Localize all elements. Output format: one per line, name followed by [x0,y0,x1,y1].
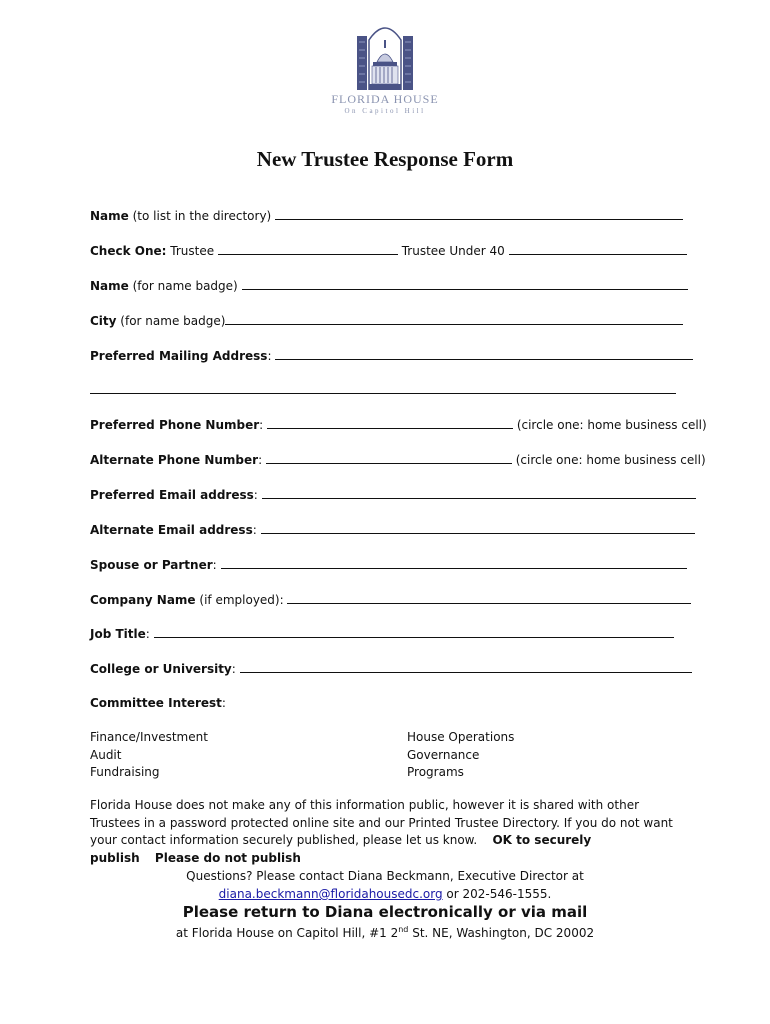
trustee-line[interactable] [218,242,398,255]
college-label: College or University [90,662,232,676]
spouse-row: Spouse or Partner: [90,556,680,573]
committee-list-left [90,729,208,782]
contact-info [0,867,770,903]
directory-name-hint: (to list in the directory) [128,209,276,223]
preferred-email-line[interactable] [262,486,696,499]
florida-house-logo [325,18,445,122]
florida-house-window-emblem [355,18,415,90]
mailing-address-row: Preferred Mailing Address: [90,347,680,364]
return-instructions: Please return to Diana electronically or via mail [182,903,588,921]
mailing-address-line-2[interactable] [90,381,676,394]
badge-name-line[interactable] [242,277,688,290]
committee-interest-label: Committee Interest [90,696,222,710]
do-not-publish-option[interactable]: Please do not publish [154,850,301,865]
badge-name-label: Name [90,279,129,293]
alternate-phone-row: Alternate Phone Number: (circle one: home business cell) [90,453,706,467]
trustee-under-40-option: Trustee Under 40 [397,244,509,258]
company-label: Company Name [90,593,196,607]
city-line[interactable] [225,312,683,325]
committee-option-audit[interactable]: Audit [90,747,122,762]
committee-option-governance[interactable]: Governance [407,747,480,762]
preferred-email-row: Preferred Email address: [90,486,680,503]
committee-list-right [407,729,514,782]
check-one-row [90,242,680,259]
mailing-address-row-2 [90,381,680,398]
directory-name-label: Name [90,209,129,223]
job-title-label: Job Title [90,627,146,641]
preferred-phone-line[interactable] [267,416,513,429]
committee-option-programs[interactable]: Programs [407,765,464,779]
alternate-phone-label: Alternate Phone Number [90,453,259,467]
company-line[interactable] [287,591,691,604]
preferred-phone-label: Preferred Phone Number [90,418,260,432]
privacy-text: Florida House does not make any of this information public, however it is shared with other Trustees in a password protected online site and our Printed Trustee Directory. If you do not want your contact information securely published, please let us know. [90,798,673,847]
form-title: New Trustee Response Form [256,147,514,171]
spouse-label: Spouse or Partner [90,558,213,572]
alternate-phone-line[interactable] [266,451,512,464]
city-hint: (for name badge) [116,314,226,328]
mailing-address-info: at Florida House on Capitol Hill, #1 2nd St. NE, Washington, DC 20002 [175,925,595,940]
city-row [90,312,680,329]
job-title-row: Job Title: [90,625,680,642]
alternate-email-label: Alternate Email address [90,523,253,537]
contact-line: Questions? Please contact Diana Beckmann, Executive Director at [186,869,584,883]
preferred-email-label: Preferred Email address [90,488,254,502]
preferred-phone-type[interactable]: (circle one: home business cell) [513,418,707,432]
contact-phone: or 202-546-1555. [442,887,552,901]
trustee-under-40-line[interactable] [509,242,687,255]
trustee-option: Trustee [166,244,218,258]
college-row: College or University: [90,660,680,677]
alternate-email-row: Alternate Email address: [90,521,680,538]
alternate-phone-type[interactable]: (circle one: home business cell) [511,453,706,467]
logo-name: FLORIDA HOUSE [331,92,439,106]
spouse-line[interactable] [221,556,687,569]
committee-option-house-operations[interactable]: House Operations [407,730,515,744]
contact-email-link[interactable]: diana.beckmann@floridahousedc.org [218,887,443,901]
committee-option-finance[interactable]: Finance/Investment [90,730,208,744]
committee-interest-row: Committee Interest: [90,696,226,710]
college-line[interactable] [240,660,692,673]
preferred-phone-row: Preferred Phone Number: (circle one: home business cell) [90,418,707,432]
alternate-email-line[interactable] [261,521,695,534]
directory-name-row [90,207,680,224]
directory-name-line[interactable] [275,207,683,220]
job-title-line[interactable] [154,625,674,638]
mailing-address-label: Preferred Mailing Address [90,349,268,363]
check-one-label: Check One: [90,244,167,258]
badge-name-hint: (for name badge) [128,279,242,293]
company-hint: (if employed): [195,593,288,607]
city-label: City [90,314,117,328]
committee-option-fundraising[interactable]: Fundraising [90,765,160,779]
company-row [90,591,680,608]
mailing-address-line[interactable] [275,347,693,360]
badge-name-row [90,277,680,294]
logo-subtitle: On Capitol Hill [344,107,426,115]
ok-to-publish-option[interactable]: OK to securely publish [90,833,592,865]
privacy-notice [90,797,680,867]
